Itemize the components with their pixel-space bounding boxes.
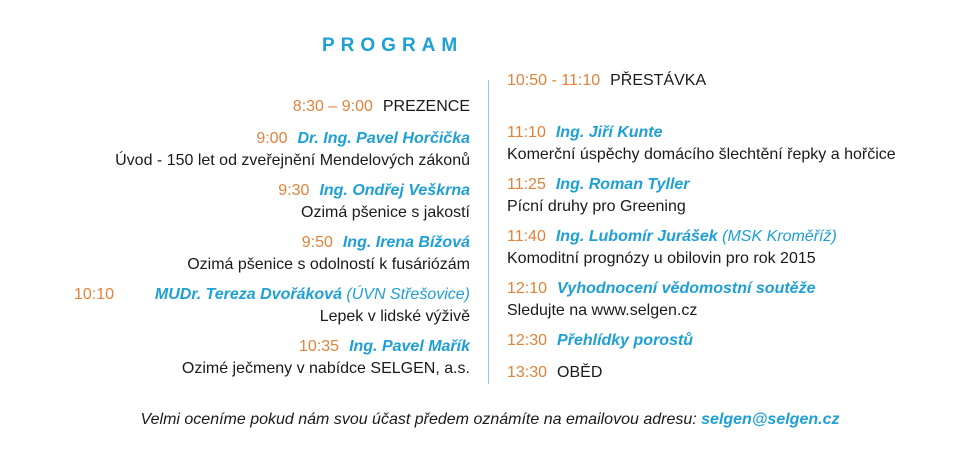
schedule-entry <box>507 174 967 218</box>
schedule-entry <box>40 232 470 276</box>
entry-topic: Lepek v lidské výživě <box>319 308 470 325</box>
program-title: PROGRAM <box>322 35 464 56</box>
entry-time: 10:10 <box>74 286 115 303</box>
schedule-entry <box>507 122 967 166</box>
entry-topic: Ozimá pšenice s odolností k fusáriózám <box>187 256 470 273</box>
schedule-entry <box>40 180 470 224</box>
entry-time: 11:25 <box>507 176 546 193</box>
entry-label: OBĚD <box>557 364 603 381</box>
entry-topic: Ozimá pšenice s jakostí <box>301 204 470 221</box>
entry-topic: Pícní druhy pro Greening <box>507 198 686 215</box>
entry-speaker: Vyhodnocení vědomostní soutěže <box>557 280 816 297</box>
entry-time: 9:00 <box>256 130 288 147</box>
entry-time: 13:30 <box>507 364 548 381</box>
schedule-entry <box>40 128 470 172</box>
entry-time: 9:30 <box>278 182 310 199</box>
entry-topic: Sledujte na www.selgen.cz <box>507 302 698 319</box>
right-schedule-column <box>507 70 967 384</box>
schedule-entry <box>507 278 967 322</box>
schedule-entry <box>40 96 470 118</box>
entry-speaker: MUDr. Tereza Dvořáková <box>154 286 342 303</box>
entry-topic: Ozimé ječmeny v nabídce SELGEN, a.s. <box>181 360 470 377</box>
registration-note-text: Velmi oceníme pokud nám svou účast předem oznámíte na emailovou adresu: <box>140 411 697 428</box>
schedule-entry <box>507 362 967 384</box>
schedule-entry <box>507 226 967 270</box>
entry-speaker: Přehlídky porostů <box>557 332 694 349</box>
schedule-entry <box>40 284 470 328</box>
contact-email-link[interactable]: selgen@selgen.cz <box>701 411 840 428</box>
schedule-entry <box>40 336 470 380</box>
entry-time: 11:10 <box>507 124 546 141</box>
schedule-entry <box>507 330 967 352</box>
entry-label: PŘESTÁVKA <box>610 72 707 89</box>
column-divider <box>488 80 489 384</box>
schedule-entry <box>507 70 967 92</box>
entry-time: 12:30 <box>507 332 548 349</box>
entry-time: 9:50 <box>301 234 333 251</box>
entry-time: 11:40 <box>507 228 546 245</box>
entry-speaker: Ing. Jiří Kunte <box>555 124 663 141</box>
entry-topic: Komoditní prognózy u obilovin pro rok 2015 <box>507 250 816 267</box>
entry-speaker: Dr. Ing. Pavel Horčička <box>297 130 470 147</box>
entry-speaker: Ing. Lubomír Jurášek <box>555 228 718 245</box>
entry-speaker: Ing. Roman Tyller <box>555 176 690 193</box>
entry-organization: (ÚVN Střešovice) <box>346 286 470 303</box>
entry-time: 12:10 <box>507 280 548 297</box>
entry-speaker: Ing. Irena Bížová <box>342 234 470 251</box>
entry-speaker: Ing. Pavel Mařík <box>349 338 470 355</box>
entry-speaker: Ing. Ondřej Veškrna <box>319 182 470 199</box>
entry-label: PREZENCE <box>382 98 470 115</box>
entry-organization: (MSK Kroměříž) <box>722 228 837 245</box>
entry-time: 8:30 – 9:00 <box>292 98 373 115</box>
entry-time: 10:35 <box>299 338 340 355</box>
registration-note <box>0 411 980 429</box>
entry-time: 10:50 - 11:10 <box>507 72 601 89</box>
entry-topic: Komerční úspěchy domácího šlechtění řepky a hořčice <box>507 146 896 163</box>
left-schedule-column <box>40 96 470 380</box>
entry-topic: Úvod - 150 let od zveřejnění Mendelových zákonů <box>115 152 470 169</box>
